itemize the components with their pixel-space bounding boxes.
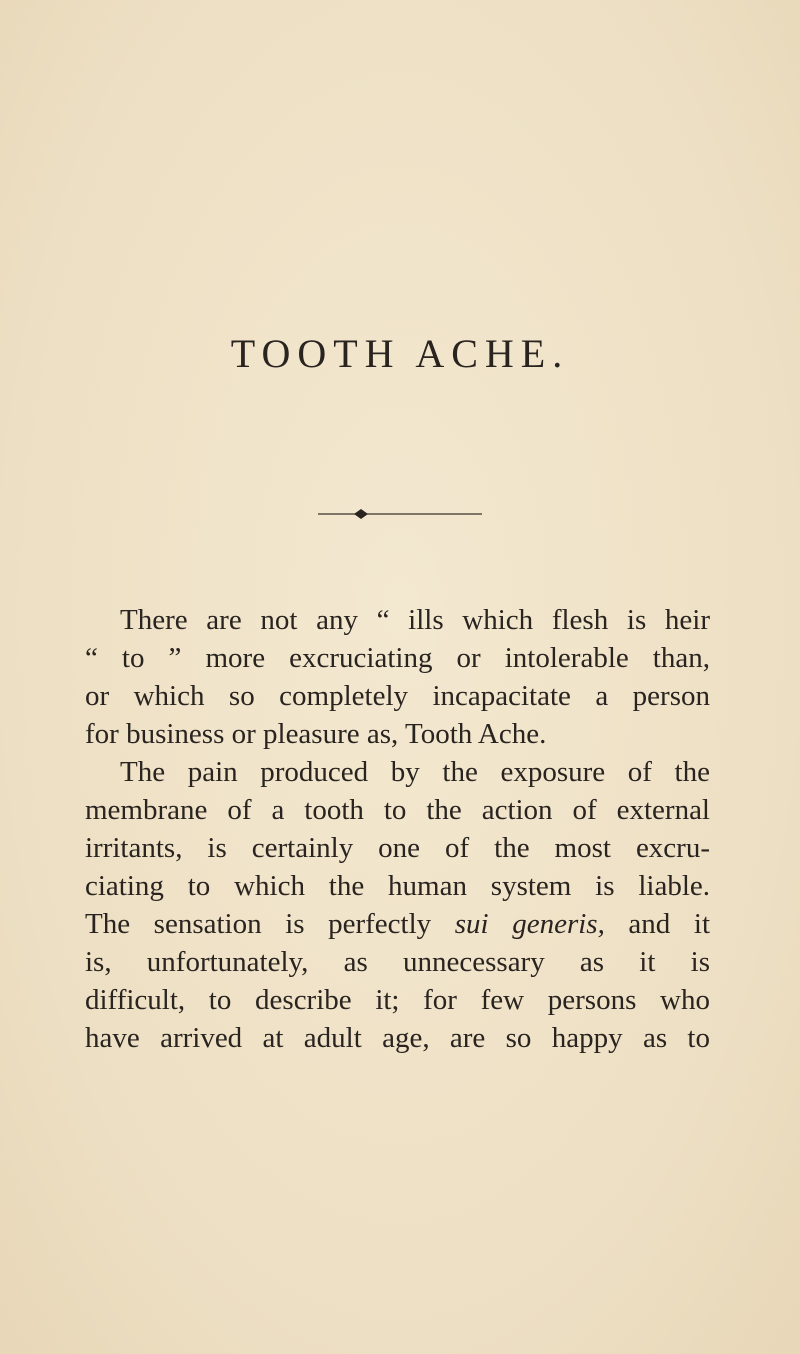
text-line: for business or pleasure as, Tooth Ache. — [85, 718, 547, 750]
text-line: or which so completely incapacitate a person — [85, 680, 710, 712]
text-line: membrane of a tooth to the action of external — [85, 794, 710, 826]
text-fragment: The sensation is perfectly — [85, 908, 432, 940]
text-line: is, unfortunately, as unnecessary as it is — [85, 946, 710, 978]
text-line: “ to ” more excruciating or intolerable than, — [85, 642, 710, 674]
paragraph-2 — [85, 753, 710, 1057]
text-line: ciating to which the human system is liable. — [85, 870, 710, 902]
text-line: difficult, to describe it; for few persons who — [85, 984, 710, 1016]
ornament-divider — [318, 508, 482, 520]
text-line — [85, 905, 710, 943]
body-text — [85, 601, 710, 1057]
italic-phrase: sui generis, — [454, 908, 605, 940]
text-line: irritants, is certainly one of the most excru- — [85, 832, 710, 864]
text-line: have arrived at adult age, are so happy as to — [85, 1022, 710, 1054]
text-line: The pain produced by the exposure of the — [120, 756, 710, 788]
paragraph-1 — [85, 601, 710, 753]
page-title: TOOTH ACHE. — [230, 331, 570, 376]
text-line: There are not any “ ills which flesh is heir — [120, 604, 710, 636]
text-fragment: and it — [628, 908, 710, 940]
